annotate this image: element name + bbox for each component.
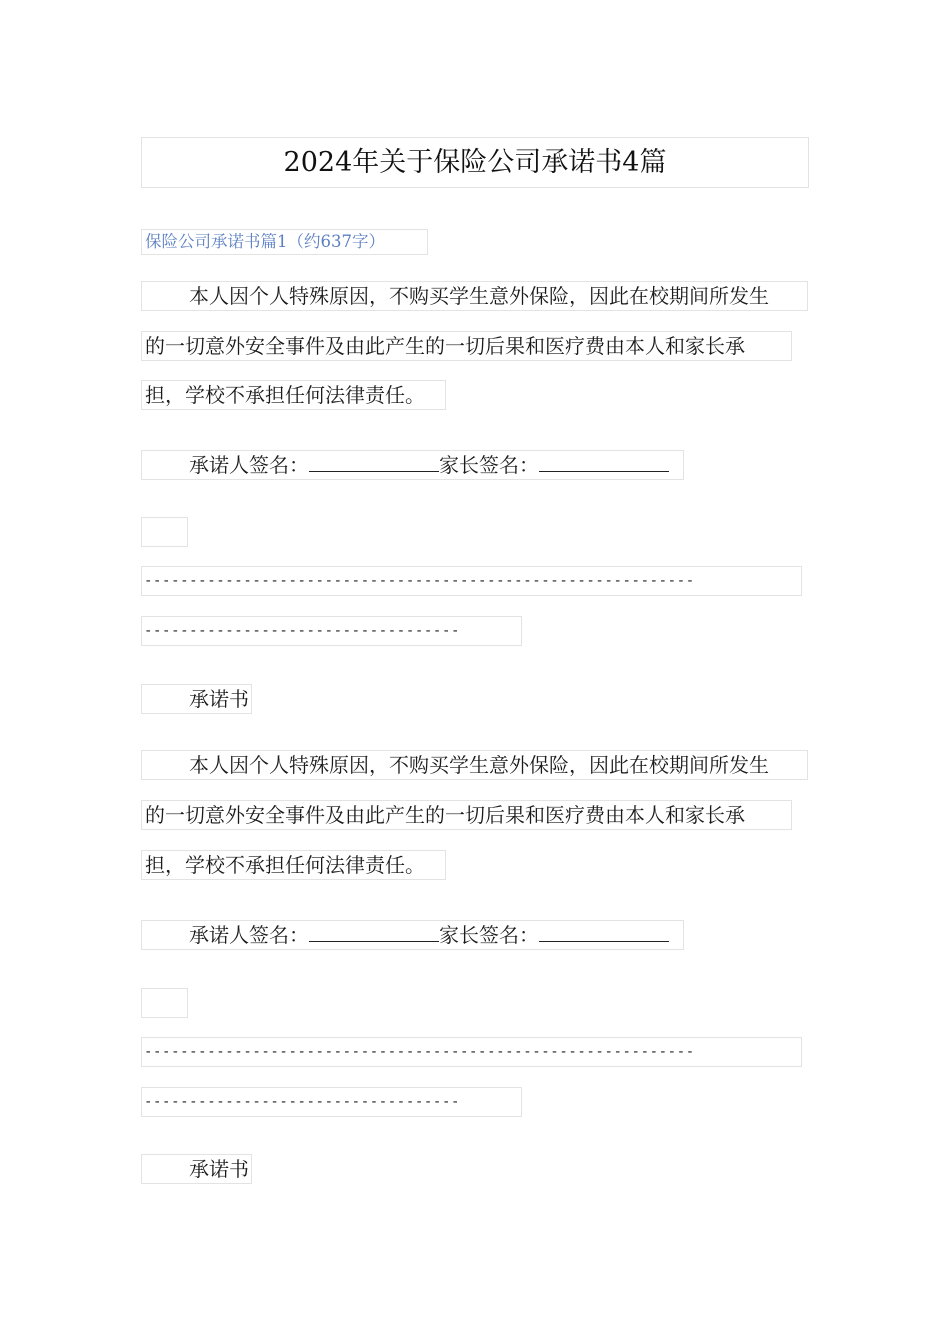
paragraph-line-2: 的一切意外安全事件及由此产生的一切后果和医疗费由本人和家长承 [141, 331, 792, 361]
separator-dash-short: ----------------------------------- [141, 1087, 522, 1117]
signature-line [141, 920, 684, 950]
paragraph-line-2: 的一切意外安全事件及由此产生的一切后果和医疗费由本人和家长承 [141, 800, 792, 830]
empty-line [141, 988, 188, 1018]
pledger-signature-label: 承诺人签名： [189, 923, 309, 947]
separator-dash-long: ------------------------------------------------------------- [141, 566, 802, 596]
paragraph-line-3: 担，学校不承担任何法律责任。 [141, 380, 446, 410]
parent-signature-blank [539, 921, 669, 942]
paragraph-line-1: 本人因个人特殊原因，不购买学生意外保险，因此在校期间所发生 [141, 750, 808, 780]
section-heading: 承诺书 [141, 684, 252, 714]
empty-line [141, 517, 188, 547]
separator-dash-short: ----------------------------------- [141, 616, 522, 646]
section-subtitle: 保险公司承诺书篇1（约637字） [141, 229, 428, 255]
parent-signature-label: 家长签名： [439, 923, 539, 947]
pledger-signature-blank [309, 451, 439, 472]
separator-dash-long: ------------------------------------------------------------- [141, 1037, 802, 1067]
parent-signature-blank [539, 451, 669, 472]
pledger-signature-label: 承诺人签名： [189, 453, 309, 477]
document-title: 2024年关于保险公司承诺书4篇 [141, 137, 809, 188]
paragraph-line-3: 担，学校不承担任何法律责任。 [141, 850, 446, 880]
parent-signature-label: 家长签名： [439, 453, 539, 477]
signature-line [141, 450, 684, 480]
paragraph-line-1: 本人因个人特殊原因，不购买学生意外保险，因此在校期间所发生 [141, 281, 808, 311]
pledger-signature-blank [309, 921, 439, 942]
section-heading: 承诺书 [141, 1154, 252, 1184]
